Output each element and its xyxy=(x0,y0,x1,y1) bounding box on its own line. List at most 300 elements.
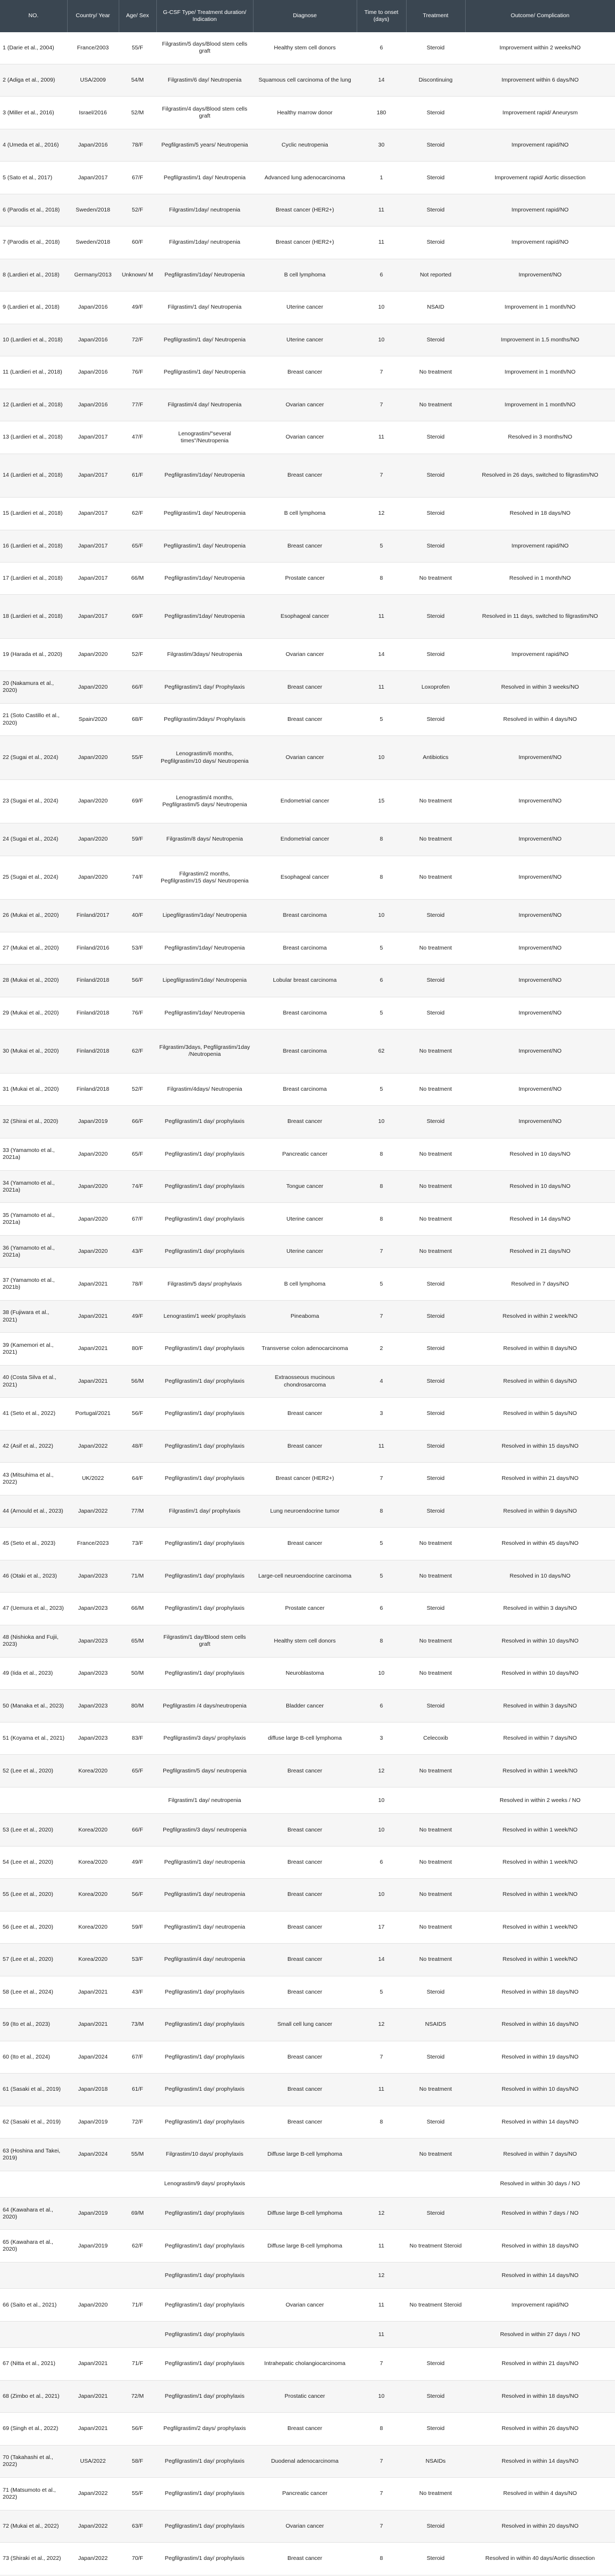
cell-outcome: Improvement rapid/NO xyxy=(465,194,615,226)
cell-outcome: Resolved in within 5 days/NO xyxy=(465,1398,615,1430)
cell-country-year: Japan/2021 xyxy=(67,2413,119,2445)
cell-age-sex: 52/M xyxy=(119,97,156,129)
cell-no: 49 (Iida et al., 2023) xyxy=(0,1658,67,1690)
cell-gcsf: Filgrastim/4 days/Blood stem cells graft xyxy=(156,97,253,129)
cell-treatment: Steroid xyxy=(406,1268,465,1300)
cell-treatment: No treatment xyxy=(406,1879,465,1911)
header-country-year: Country/ Year xyxy=(67,0,119,32)
cell-no: 73 (Shiraki et al., 2022) xyxy=(0,2543,67,2575)
cell-no: 44 (Arnould et al., 2023) xyxy=(0,1495,67,1527)
cell-outcome: Resolved in within 15 days/NO xyxy=(465,1430,615,1462)
cell-age-sex: 64/F xyxy=(119,1463,156,1495)
cell-country-year: Japan/2024 xyxy=(67,2139,119,2171)
table-row xyxy=(0,1203,615,1235)
cell-gcsf: Pegfilgrastim/1 day/ prophylaxis xyxy=(156,1106,253,1138)
cell-outcome: Improvement in 1.5 months/NO xyxy=(465,324,615,356)
cell-no: 32 (Shirai et al., 2020) xyxy=(0,1106,67,1138)
cell-country-year: Japan/2022 xyxy=(67,2543,119,2575)
cell-onset: 12 xyxy=(357,1755,406,1787)
cell-diagnose: Extraosseous mucinous chondrosarcoma xyxy=(253,1365,357,1397)
cell-age-sex: 69/F xyxy=(119,779,156,823)
cell-gcsf: Pegfilgrastim/1 day/ prophylaxis xyxy=(156,2348,253,2380)
cell-onset: 12 xyxy=(357,2262,406,2288)
cell-diagnose: Breast cancer (HER2+) xyxy=(253,1463,357,1495)
cell-gcsf: Filgrastim/10 days/ prophylaxis xyxy=(156,2139,253,2171)
cell-diagnose: Breast cancer xyxy=(253,1976,357,2008)
cell-outcome: Resolved in within 10 days/NO xyxy=(465,1658,615,1690)
cell-diagnose: Prostate cancer xyxy=(253,1593,357,1625)
cell-no xyxy=(0,2321,67,2347)
cell-age-sex: 50/M xyxy=(119,1658,156,1690)
cell-outcome: Improvement rapid/NO xyxy=(465,227,615,259)
cell-onset: 6 xyxy=(357,32,406,64)
cell-country-year: Korea/2020 xyxy=(67,1944,119,1976)
cell-treatment: Steroid xyxy=(406,32,465,64)
table-row xyxy=(0,595,615,638)
cell-gcsf: Pegfilgrastim/3 days/ neutropenia xyxy=(156,1814,253,1846)
cell-outcome: Improvement/NO xyxy=(465,823,615,856)
cell-no: 8 (Lardieri et al., 2018) xyxy=(0,259,67,291)
header-age-sex: Age/ Sex xyxy=(119,0,156,32)
cell-no: 1 (Darie et al., 2004) xyxy=(0,32,67,64)
cell-age-sex: 72/F xyxy=(119,2106,156,2138)
table-row xyxy=(0,129,615,161)
cell-diagnose: Diffuse large B-cell lymphoma xyxy=(253,2230,357,2262)
cell-no: 17 (Lardieri et al., 2018) xyxy=(0,563,67,595)
cell-gcsf: Pegfilgrastim/1 day/ prophylaxis xyxy=(156,1170,253,1202)
cell-onset: 3 xyxy=(357,1398,406,1430)
cell-gcsf: Pegfilgrastim/1 day/ prophylaxis xyxy=(156,1658,253,1690)
cell-no: 57 (Lee et al., 2020) xyxy=(0,1944,67,1976)
cell-treatment xyxy=(406,2262,465,2288)
table-row xyxy=(0,227,615,259)
cell-treatment xyxy=(406,2321,465,2347)
cell-diagnose: Pineaboma xyxy=(253,1300,357,1332)
cell-treatment: Steroid xyxy=(406,1463,465,1495)
cell-no: 29 (Mukai et al., 2020) xyxy=(0,997,67,1029)
cell-gcsf: Lenograstim/1 week/ prophylaxis xyxy=(156,1300,253,1332)
cell-age-sex: 56/F xyxy=(119,965,156,997)
cell-gcsf: Lenograstim/9 days/ prophylaxis xyxy=(156,2171,253,2197)
cell-no: 27 (Mukai et al., 2020) xyxy=(0,932,67,964)
cell-no: 15 (Lardieri et al., 2018) xyxy=(0,498,67,530)
cell-outcome: Resolved in within 3 weeks/NO xyxy=(465,671,615,703)
cell-treatment: Celecoxib xyxy=(406,1722,465,1754)
cell-no: 26 (Mukai et al., 2020) xyxy=(0,900,67,932)
cell-onset: 11 xyxy=(357,2289,406,2321)
cell-onset xyxy=(357,2139,406,2171)
cell-no: 63 (Hoshina and Takei, 2019) xyxy=(0,2139,67,2171)
table-row xyxy=(0,2171,615,2197)
cell-treatment: No treatment xyxy=(406,1755,465,1787)
cell-age-sex: 65/F xyxy=(119,530,156,562)
table-row xyxy=(0,2009,615,2041)
cell-outcome: Improvement/NO xyxy=(465,1030,615,1073)
cell-age-sex: 59/F xyxy=(119,1911,156,1943)
cell-outcome: Improvement/NO xyxy=(465,856,615,899)
cell-age-sex: 49/F xyxy=(119,1300,156,1332)
cell-country-year: Korea/2020 xyxy=(67,1911,119,1943)
cell-diagnose: B cell lymphoma xyxy=(253,259,357,291)
table-row xyxy=(0,2478,615,2510)
table-row xyxy=(0,1787,615,1813)
table-row xyxy=(0,1268,615,1300)
cell-treatment: No treatment xyxy=(406,856,465,899)
cell-no: 31 (Mukai et al., 2020) xyxy=(0,1073,67,1105)
table-row xyxy=(0,1722,615,1754)
cell-gcsf: Filgrastim/1 day/ prophylaxis xyxy=(156,1495,253,1527)
header-no: NO. xyxy=(0,0,67,32)
cell-country-year: Japan/2016 xyxy=(67,291,119,324)
cell-onset: 3 xyxy=(357,1722,406,1754)
cell-age-sex: 69/F xyxy=(119,595,156,638)
table-row xyxy=(0,1879,615,1911)
cell-country-year: Japan/2021 xyxy=(67,2380,119,2412)
cell-country-year: Japan/2022 xyxy=(67,2478,119,2510)
cell-no: 33 (Yamamoto et al., 2021a) xyxy=(0,1138,67,1170)
cell-diagnose: Esophageal cancer xyxy=(253,856,357,899)
cell-gcsf: Pegfilgrastim/1 day/ Neutropenia xyxy=(156,356,253,389)
cell-onset: 2 xyxy=(357,1333,406,1365)
cell-onset: 11 xyxy=(357,2321,406,2347)
cell-gcsf: Filgrastim/1 day/Blood stem cells graft xyxy=(156,1625,253,1657)
cell-outcome: Resolved in within 45 days/NO xyxy=(465,1528,615,1560)
cell-country-year: Japan/2023 xyxy=(67,1625,119,1657)
cell-onset: 8 xyxy=(357,2543,406,2575)
cell-outcome: Resolved in 18 days/NO xyxy=(465,498,615,530)
cell-country-year: France/2023 xyxy=(67,1528,119,1560)
cell-country-year: Japan/2019 xyxy=(67,1106,119,1138)
cell-no: 20 (Nakamura et al., 2020) xyxy=(0,671,67,703)
cell-treatment: Steroid xyxy=(406,997,465,1029)
cell-outcome: Resolved in within 19 days/NO xyxy=(465,2041,615,2073)
cell-outcome: Resolved in within 30 days / NO xyxy=(465,2171,615,2197)
cell-country-year: Japan/2016 xyxy=(67,129,119,161)
cell-onset: 7 xyxy=(357,2510,406,2542)
cell-age-sex: 62/F xyxy=(119,498,156,530)
cell-age-sex: 67/F xyxy=(119,1203,156,1235)
cell-treatment: Steroid xyxy=(406,965,465,997)
cell-treatment: No treatment xyxy=(406,1528,465,1560)
cell-diagnose: diffuse large B-cell lymphoma xyxy=(253,1722,357,1754)
cell-outcome: Improvement/NO xyxy=(465,965,615,997)
cell-treatment: Steroid xyxy=(406,595,465,638)
cell-diagnose: Breast cancer xyxy=(253,1911,357,1943)
cell-country-year: Japan/2019 xyxy=(67,2230,119,2262)
cell-outcome: Resolved in within 18 days/NO xyxy=(465,2380,615,2412)
cell-diagnose: Breast cancer xyxy=(253,2413,357,2445)
cell-gcsf: Lenograstim/6 months, Pegfilgrastim/10 days/ Neutropenia xyxy=(156,736,253,779)
table-row xyxy=(0,856,615,899)
cell-treatment: Steroid xyxy=(406,1333,465,1365)
table-row xyxy=(0,2197,615,2229)
cell-age-sex: 65/F xyxy=(119,1138,156,1170)
cell-country-year: Finland/2018 xyxy=(67,965,119,997)
cell-age-sex: 65/M xyxy=(119,1625,156,1657)
table-row xyxy=(0,563,615,595)
cell-diagnose: Squamous cell carcinoma of the lung xyxy=(253,64,357,96)
cell-onset: 10 xyxy=(357,1106,406,1138)
cell-diagnose xyxy=(253,2171,357,2197)
cell-treatment: Steroid xyxy=(406,1365,465,1397)
cell-gcsf: Pegfilgrastim/1 day/ prophylaxis xyxy=(156,1365,253,1397)
cell-diagnose: Healthy stem cell donors xyxy=(253,1625,357,1657)
header-treatment: Treatment xyxy=(406,0,465,32)
cell-gcsf: Filgrastim/2 months, Pegfilgrastim/15 days/ Neutropenia xyxy=(156,856,253,899)
cell-age-sex: 71/F xyxy=(119,2289,156,2321)
cell-age-sex xyxy=(119,2321,156,2347)
cell-onset: 7 xyxy=(357,356,406,389)
cell-age-sex: 52/F xyxy=(119,1073,156,1105)
table-row xyxy=(0,997,615,1029)
cell-diagnose: Breast cancer xyxy=(253,1398,357,1430)
cell-treatment: NSAIDS xyxy=(406,2009,465,2041)
cell-no: 6 (Parodis et al., 2018) xyxy=(0,194,67,226)
cell-age-sex: 56/F xyxy=(119,1879,156,1911)
cell-onset: 10 xyxy=(357,1879,406,1911)
cell-country-year: Japan/2019 xyxy=(67,2106,119,2138)
cell-onset: 6 xyxy=(357,965,406,997)
cell-onset: 8 xyxy=(357,1495,406,1527)
cell-country-year xyxy=(67,1787,119,1813)
cell-diagnose: Pancreatic cancer xyxy=(253,2478,357,2510)
cell-age-sex: 49/F xyxy=(119,291,156,324)
cell-outcome: Resolved in 26 days, switched to filgrastim/NO xyxy=(465,454,615,497)
cell-no: 52 (Lee et al., 2020) xyxy=(0,1755,67,1787)
cell-age-sex: 74/F xyxy=(119,856,156,899)
cell-diagnose: Breast cancer xyxy=(253,703,357,735)
cell-age-sex: 66/M xyxy=(119,1593,156,1625)
cell-gcsf: Pegfilgrastim/1 day/ prophylaxis xyxy=(156,1203,253,1235)
cell-gcsf: Pegfilgrastim/1 day/ prophylaxis xyxy=(156,2510,253,2542)
table-row xyxy=(0,1030,615,1073)
cell-onset: 7 xyxy=(357,2041,406,2073)
cell-age-sex: 43/F xyxy=(119,1235,156,1267)
cell-outcome: Improvement/NO xyxy=(465,932,615,964)
cell-outcome: Improvement/NO xyxy=(465,1073,615,1105)
cell-country-year: Japan/2016 xyxy=(67,389,119,421)
cell-diagnose: Breast cancer xyxy=(253,2106,357,2138)
cell-gcsf: Filgrastim/1 day/ neutropenia xyxy=(156,1787,253,1813)
cell-treatment: No treatment xyxy=(406,1203,465,1235)
cell-onset: 8 xyxy=(357,856,406,899)
cell-country-year: Japan/2023 xyxy=(67,1593,119,1625)
cell-onset: 8 xyxy=(357,563,406,595)
cell-gcsf: Pegfilgrastim/3 days/ prophylaxis xyxy=(156,1722,253,1754)
cell-country-year: Japan/2023 xyxy=(67,1658,119,1690)
cell-outcome: Resolved in within 4 days/NO xyxy=(465,2478,615,2510)
cell-diagnose: Breast cancer xyxy=(253,1814,357,1846)
cell-diagnose: Ovarian cancer xyxy=(253,389,357,421)
cell-onset: 10 xyxy=(357,324,406,356)
table-row xyxy=(0,2289,615,2321)
cell-age-sex: 55/F xyxy=(119,2478,156,2510)
cell-outcome: Resolved in 21 days/NO xyxy=(465,1235,615,1267)
cell-gcsf: Filgrastim/4days/ Neutropenia xyxy=(156,1073,253,1105)
cell-age-sex: 65/F xyxy=(119,1755,156,1787)
cell-outcome: Resolved in within 2 week/NO xyxy=(465,1300,615,1332)
cell-no: 53 (Lee et al., 2020) xyxy=(0,1814,67,1846)
cell-no: 50 (Manaka et al., 2023) xyxy=(0,1690,67,1722)
cell-no xyxy=(0,2262,67,2288)
cell-treatment xyxy=(406,1787,465,1813)
cell-onset: 10 xyxy=(357,2380,406,2412)
cell-outcome: Resolved in within 21 days/NO xyxy=(465,1463,615,1495)
table-row xyxy=(0,32,615,64)
cell-age-sex: 61/F xyxy=(119,454,156,497)
cell-diagnose: Breast cancer (HER2+) xyxy=(253,227,357,259)
table-row xyxy=(0,291,615,324)
cell-treatment: No treatment xyxy=(406,1170,465,1202)
cell-treatment: Steroid xyxy=(406,530,465,562)
cell-country-year xyxy=(67,2171,119,2197)
table-row xyxy=(0,97,615,129)
cell-onset: 12 xyxy=(357,2009,406,2041)
table-row xyxy=(0,2041,615,2073)
cell-no: 34 (Yamamoto et al., 2021a) xyxy=(0,1170,67,1202)
cell-diagnose: Uterine cancer xyxy=(253,291,357,324)
cell-treatment: No treatment xyxy=(406,1846,465,1878)
cell-age-sex: 73/F xyxy=(119,1528,156,1560)
cell-diagnose: Duodenal adenocarcinoma xyxy=(253,2445,357,2477)
cell-gcsf: Pegfilgrastim/1 day/ prophylaxis xyxy=(156,2380,253,2412)
cell-diagnose: Breast carcinoma xyxy=(253,932,357,964)
table-row xyxy=(0,1560,615,1592)
table-row xyxy=(0,2445,615,2477)
cell-treatment: Steroid xyxy=(406,129,465,161)
cell-diagnose: Prostatic cancer xyxy=(253,2380,357,2412)
cell-age-sex: 55/F xyxy=(119,32,156,64)
cell-gcsf: Pegfilgrastim/1 day/ prophylaxis xyxy=(156,2230,253,2262)
header-gcsf: G-CSF Type/ Treatment duration/ Indication xyxy=(156,0,253,32)
cell-gcsf: Pegfilgrastim/1 day/ prophylaxis xyxy=(156,2262,253,2288)
cell-outcome: Improvement/NO xyxy=(465,736,615,779)
cell-outcome: Improvement within 2 weeks/NO xyxy=(465,32,615,64)
cell-outcome: Resolved in within 10 days/NO xyxy=(465,1625,615,1657)
cell-diagnose: Breast cancer xyxy=(253,1106,357,1138)
cell-outcome: Improvement in 1 month/NO xyxy=(465,389,615,421)
cell-outcome: Resolved in within 1 week/NO xyxy=(465,1814,615,1846)
cell-treatment: Steroid xyxy=(406,2413,465,2445)
cell-country-year: Japan/2020 xyxy=(67,1138,119,1170)
cell-country-year: Japan/2021 xyxy=(67,2009,119,2041)
cell-age-sex: 66/F xyxy=(119,671,156,703)
cell-gcsf: Pegfilgrastim/1 day/ neutropenia xyxy=(156,1846,253,1878)
cell-age-sex xyxy=(119,1787,156,1813)
cell-outcome: Improvement/NO xyxy=(465,997,615,1029)
cell-age-sex: 59/F xyxy=(119,823,156,856)
cell-gcsf: Pegfilgrastim/1 day/ prophylaxis xyxy=(156,2106,253,2138)
cell-outcome: Resolved in within 7 days / NO xyxy=(465,2197,615,2229)
cell-treatment: No treatment xyxy=(406,1560,465,1592)
cell-outcome: Improvement/NO xyxy=(465,1106,615,1138)
cell-country-year: Finland/2018 xyxy=(67,997,119,1029)
cell-no: 10 (Lardieri et al., 2018) xyxy=(0,324,67,356)
table-row xyxy=(0,965,615,997)
cell-no: 5 (Sato et al., 2017) xyxy=(0,162,67,194)
cell-age-sex: 71/F xyxy=(119,2348,156,2380)
cell-onset: 11 xyxy=(357,421,406,454)
cell-no: 35 (Yamamoto et al., 2021a) xyxy=(0,1203,67,1235)
cell-diagnose: Breast cancer xyxy=(253,2041,357,2073)
cell-treatment: Steroid xyxy=(406,227,465,259)
cell-onset: 11 xyxy=(357,2230,406,2262)
cell-treatment: No treatment xyxy=(406,2074,465,2106)
cell-age-sex: 70/F xyxy=(119,2543,156,2575)
cell-country-year: Japan/2021 xyxy=(67,1976,119,2008)
cell-diagnose: Diffuse large B-cell lymphoma xyxy=(253,2139,357,2171)
cell-treatment: Steroid xyxy=(406,638,465,670)
cell-country-year: Japan/2022 xyxy=(67,1495,119,1527)
cell-onset: 14 xyxy=(357,64,406,96)
cell-country-year: Japan/2020 xyxy=(67,1170,119,1202)
table-row xyxy=(0,454,615,497)
cell-treatment: No treatment xyxy=(406,1911,465,1943)
cell-diagnose: Intrahepatic cholangiocarcinoma xyxy=(253,2348,357,2380)
cell-no: 39 (Kamemori et al., 2021) xyxy=(0,1333,67,1365)
cell-age-sex: 52/F xyxy=(119,194,156,226)
cell-no: 41 (Seto et al., 2022) xyxy=(0,1398,67,1430)
cell-diagnose: Ovarian cancer xyxy=(253,638,357,670)
cell-gcsf: Pegfilgrastim/1 day/ Prophylaxis xyxy=(156,671,253,703)
cell-diagnose: Lung neuroendocrine tumor xyxy=(253,1495,357,1527)
cell-outcome: Improvement rapid/NO xyxy=(465,530,615,562)
cell-gcsf: Pegfilgrastim/1day/ Neutropenia xyxy=(156,997,253,1029)
cell-no: 46 (Otaki et al., 2023) xyxy=(0,1560,67,1592)
cell-outcome: Improvement rapid/NO xyxy=(465,129,615,161)
cell-onset: 5 xyxy=(357,703,406,735)
table-row xyxy=(0,1755,615,1787)
cell-outcome: Resolved in within 8 days/NO xyxy=(465,1333,615,1365)
cell-no xyxy=(0,1787,67,1813)
cell-country-year: Japan/2021 xyxy=(67,1365,119,1397)
cell-treatment: Steroid xyxy=(406,2106,465,2138)
cell-outcome: Resolved in within 3 days/NO xyxy=(465,1690,615,1722)
cell-onset: 10 xyxy=(357,1658,406,1690)
table-row xyxy=(0,1235,615,1267)
cell-treatment: No treatment xyxy=(406,1658,465,1690)
cell-no: 51 (Koyama et al., 2021) xyxy=(0,1722,67,1754)
table-row xyxy=(0,2510,615,2542)
cell-age-sex: 49/F xyxy=(119,1846,156,1878)
cell-outcome: Resolved in within 26 days/NO xyxy=(465,2413,615,2445)
cell-country-year: USA/2009 xyxy=(67,64,119,96)
cell-onset: 8 xyxy=(357,823,406,856)
cell-treatment: Steroid xyxy=(406,2543,465,2575)
table-row xyxy=(0,638,615,670)
cell-age-sex: Unknown/ M xyxy=(119,259,156,291)
cell-age-sex: 69/M xyxy=(119,2197,156,2229)
cell-no: 65 (Kawahara et al., 2020) xyxy=(0,2230,67,2262)
cell-no: 24 (Sugai et al., 2024) xyxy=(0,823,67,856)
cell-treatment: No treatment xyxy=(406,2139,465,2171)
cell-onset: 10 xyxy=(357,1814,406,1846)
cell-outcome: Improvement/NO xyxy=(465,900,615,932)
cell-gcsf: Filgrastim/3days, Pegfilgrastim/1day /Neutropenia xyxy=(156,1030,253,1073)
cell-age-sex: 66/F xyxy=(119,1106,156,1138)
cell-diagnose: Uterine cancer xyxy=(253,1235,357,1267)
cell-gcsf: Filgrastim/6 day/ Neutropenia xyxy=(156,64,253,96)
cell-onset: 5 xyxy=(357,997,406,1029)
cell-gcsf: Pegfilgrastim/1 day/ prophylaxis xyxy=(156,2041,253,2073)
table-row xyxy=(0,2262,615,2288)
cell-country-year: France/2003 xyxy=(67,32,119,64)
table-row xyxy=(0,779,615,823)
cell-onset: 11 xyxy=(357,227,406,259)
table-row xyxy=(0,1911,615,1943)
cell-treatment: No treatment xyxy=(406,1814,465,1846)
cell-diagnose: B cell lymphoma xyxy=(253,498,357,530)
